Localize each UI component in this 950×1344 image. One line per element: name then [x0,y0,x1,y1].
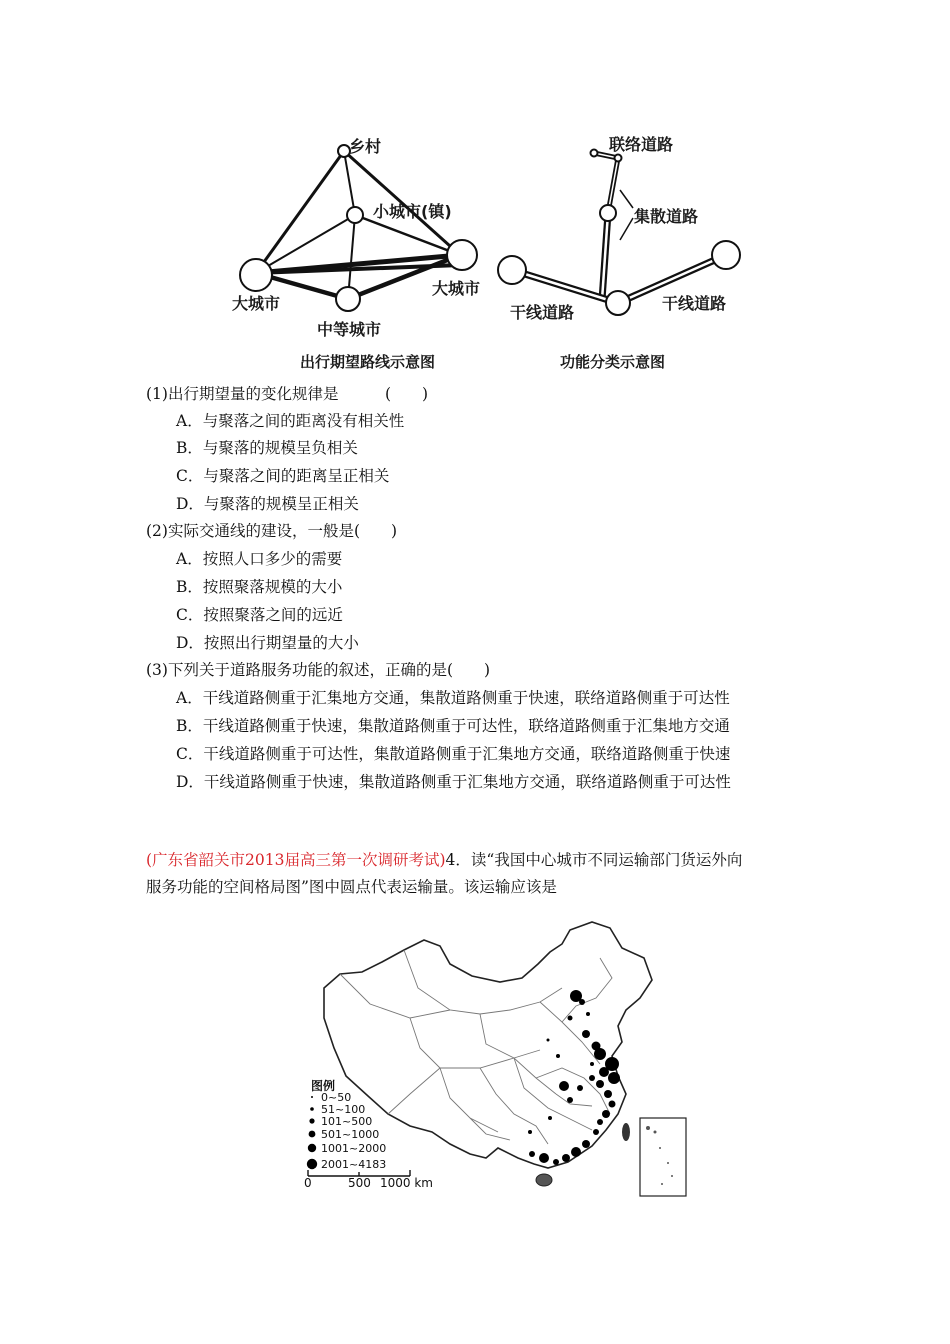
medium-city-node [336,287,360,311]
question-2-option-a: A．按照人口多少的需要 [176,550,343,568]
question-1-stem: (1)出行期望量的变化规律是 ( ) [146,385,429,403]
small-city-node [347,207,363,223]
question-3-stem: (3)下列关于道路服务功能的叙述，正确的是( ) [146,661,491,679]
question-3-option-c: C．干线道路侧重于可达性，集散道路侧重于汇集地方交通，联络道路侧重于快速 [176,745,731,763]
trunk-left-node [498,256,526,284]
map-scale-0: 0 [304,1176,312,1190]
junction-node [606,291,630,315]
question-2-option-b: B．按照聚落规模的大小 [176,578,343,596]
question-3-option-a: A．干线道路侧重于汇集地方交通，集散道路侧重于快速，联络道路侧重于可达性 [176,689,730,707]
left-diagram-caption: 出行期望路线示意图 [300,353,436,371]
question-2-option-d: D．按照出行期望量的大小 [176,634,359,652]
big-city-right-node [447,240,477,270]
village-label: 乡村 [349,137,382,156]
trunk-right-node [712,241,740,269]
map-scale-1000: 1000 km [380,1176,433,1190]
question-2-stem: (2)实际交通线的建设，一般是( ) [146,522,398,540]
trunk-road-right-label: 干线道路 [662,294,727,313]
map-legend-item-1: 0~50 [321,1091,352,1104]
question-1-option-d: D．与聚落的规模呈正相关 [176,495,359,513]
map-legend-item-5: 1001~2000 [321,1142,387,1155]
question-4-text: 4．读“我国中心城市不同运输部门货运外向 [445,851,743,869]
question-2-option-c: C．按照聚落之间的远近 [176,606,343,624]
right-diagram-caption: 功能分类示意图 [560,353,666,371]
question-3-option-d: D．干线道路侧重于快速，集散道路侧重于汇集地方交通，联络道路侧重于可达性 [176,773,731,791]
legend-symbol-2 [310,1107,314,1111]
question-4-line-2: 服务功能的空间格局图”图中圆点代表运输量。该运输应该是 [146,878,557,896]
big-city-left-label: 大城市 [232,294,281,313]
question-1-option-c: C．与聚落之间的距离呈正相关 [176,467,390,485]
map-legend-title: 图例 [311,1079,336,1093]
question-4-line-1 [146,850,742,870]
collector-road-label: 集散道路 [634,207,699,226]
small-city-label: 小城市(镇) [373,202,452,221]
question-1-option-a: A．与聚落之间的距离没有相关性 [176,412,405,430]
legend-symbol-6 [307,1159,317,1169]
legend-symbol-3 [309,1118,314,1123]
map-legend-item-2: 51~100 [321,1103,366,1116]
map-legend-item-4: 501~1000 [321,1128,380,1141]
legend-symbol-1 [311,1096,313,1098]
trunk-road-left-label: 干线道路 [510,303,575,322]
map-legend-item-6: 2001~4183 [321,1158,387,1171]
legend-symbol-4 [309,1131,316,1138]
question-4-source: (广东省韶关市2013届高三第一次调研考试) [146,851,446,869]
legend-symbol-5 [308,1144,316,1152]
big-city-left-node [240,259,272,291]
big-city-right-label: 大城市 [432,279,481,298]
question-1-option-b: B．与聚落的规模呈负相关 [176,439,358,457]
collector-node [600,205,616,221]
question-3-option-b: B．干线道路侧重于快速，集散道路侧重于可达性，联络道路侧重于汇集地方交通 [176,717,730,735]
map-scale-500: 500 [348,1176,371,1190]
link-road-label: 联络道路 [609,135,674,154]
map-legend-item-3: 101~500 [321,1115,373,1128]
medium-city-label: 中等城市 [317,320,382,339]
